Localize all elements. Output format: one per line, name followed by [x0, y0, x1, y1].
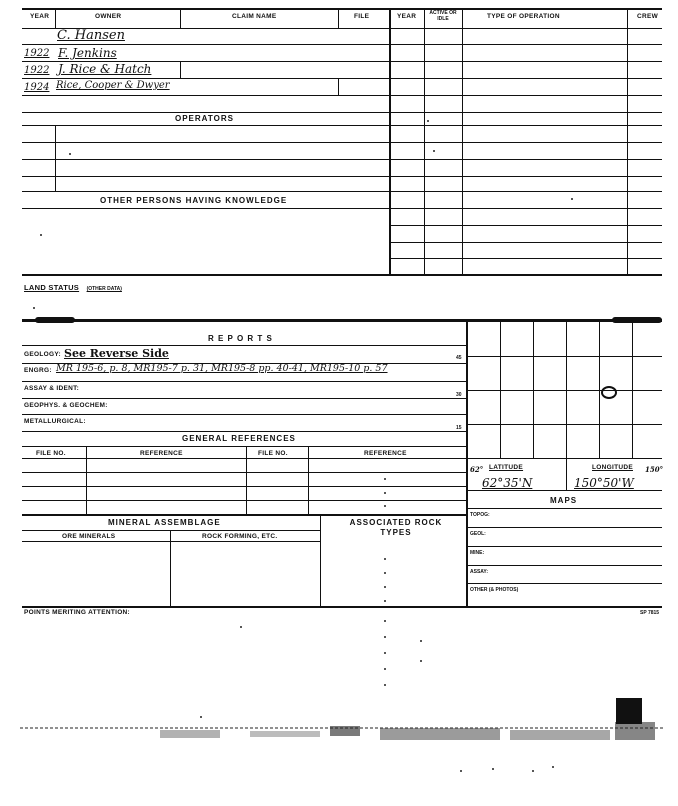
header-file: FILE [354, 13, 370, 20]
report-metallurgical-num: 15 [456, 425, 462, 431]
land-status-sub: (OTHER DATA) [86, 286, 122, 292]
maps-geol: GEOL: [470, 531, 486, 537]
header-year: YEAR [30, 13, 50, 20]
other-persons-label: OTHER PERSONS HAVING KNOWLEDGE [100, 196, 288, 205]
longitude-label: LONGITUDE [592, 464, 633, 471]
general-references-title: GENERAL REFERENCES [182, 434, 296, 443]
header-type-of-operation: TYPE OF OPERATION [487, 13, 560, 20]
owner-row-3-year: 1922 [24, 65, 50, 76]
header-owner: OWNER [95, 13, 122, 20]
bottom-scan-band [20, 722, 665, 746]
maps-other: OTHER (& PHOTOS) [470, 587, 519, 593]
genref-header-reference-1: REFERENCE [140, 450, 183, 457]
reports-title: R E P O R T S [208, 334, 273, 343]
owner-row-2-year: 1922 [24, 48, 50, 59]
report-geophys-label: GEOPHYS. & GEOCHEM: [24, 402, 108, 409]
header-crew: CREW [637, 13, 659, 20]
operators-label: OPERATORS [175, 114, 234, 123]
lat-prefix: 62° [470, 465, 484, 474]
report-engrg-label: ENGRG: [24, 367, 52, 374]
associated-rock-types: ASSOCIATED ROCK TYPES [349, 518, 443, 537]
report-metallurgical-label: METALLURGICAL: [24, 418, 86, 425]
owner-row-1-owner: C. Hansen [57, 28, 125, 43]
header-year2: YEAR [397, 13, 417, 20]
report-geology-label: GEOLOGY: [24, 351, 61, 358]
maps-title: MAPS [550, 496, 578, 505]
report-geology-num: 45 [456, 355, 462, 361]
land-status-label: LAND STATUS [24, 283, 80, 292]
mineral-assemblage-title: MINERAL ASSEMBLAGE [108, 518, 221, 527]
owner-row-4-owner: Rice, Cooper & Dwyer [56, 80, 170, 91]
form-code: SP 7815 [640, 610, 660, 616]
report-engrg-value: MR 195-6, p. 8, MR195-7 p. 31, MR195-8 pp. 40-41, MR195-10 p. 57 [56, 363, 388, 374]
location-marker-icon [601, 386, 617, 399]
owner-row-2-owner: F. Jenkins [58, 46, 117, 60]
latitude-label: LATITUDE [489, 464, 524, 471]
header-active-idle: ACTIVE OR IDLE [429, 10, 457, 22]
report-assay-label: ASSAY & IDENT: [24, 385, 80, 392]
latitude-value: 62°35'N [482, 476, 533, 490]
report-assay-num: 30 [456, 392, 462, 398]
ore-minerals-header: ORE MINERALS [62, 533, 116, 540]
black-block [616, 698, 642, 724]
rock-forming-header: ROCK FORMING, ETC. [202, 533, 278, 540]
report-geology-value: See Reverse Side [64, 347, 169, 360]
maps-mine: MINE: [470, 550, 485, 556]
genref-header-file-no-2: FILE NO. [258, 450, 288, 457]
points-meriting-attention: POINTS MERITING ATTENTION: [24, 609, 131, 616]
lon-suffix: 150° [645, 465, 664, 474]
longitude-value: 150°50'W [574, 476, 634, 490]
maps-topog: TOPOG: [470, 512, 490, 518]
genref-header-reference-2: REFERENCE [364, 450, 407, 457]
maps-assay: ASSAY: [470, 569, 489, 575]
genref-header-file-no-1: FILE NO. [36, 450, 66, 457]
owner-row-4-year: 1924 [24, 82, 50, 93]
owner-row-3-owner: J. Rice & Hatch [58, 62, 152, 76]
land-status [24, 277, 122, 295]
header-claim-name: CLAIM NAME [232, 13, 277, 20]
